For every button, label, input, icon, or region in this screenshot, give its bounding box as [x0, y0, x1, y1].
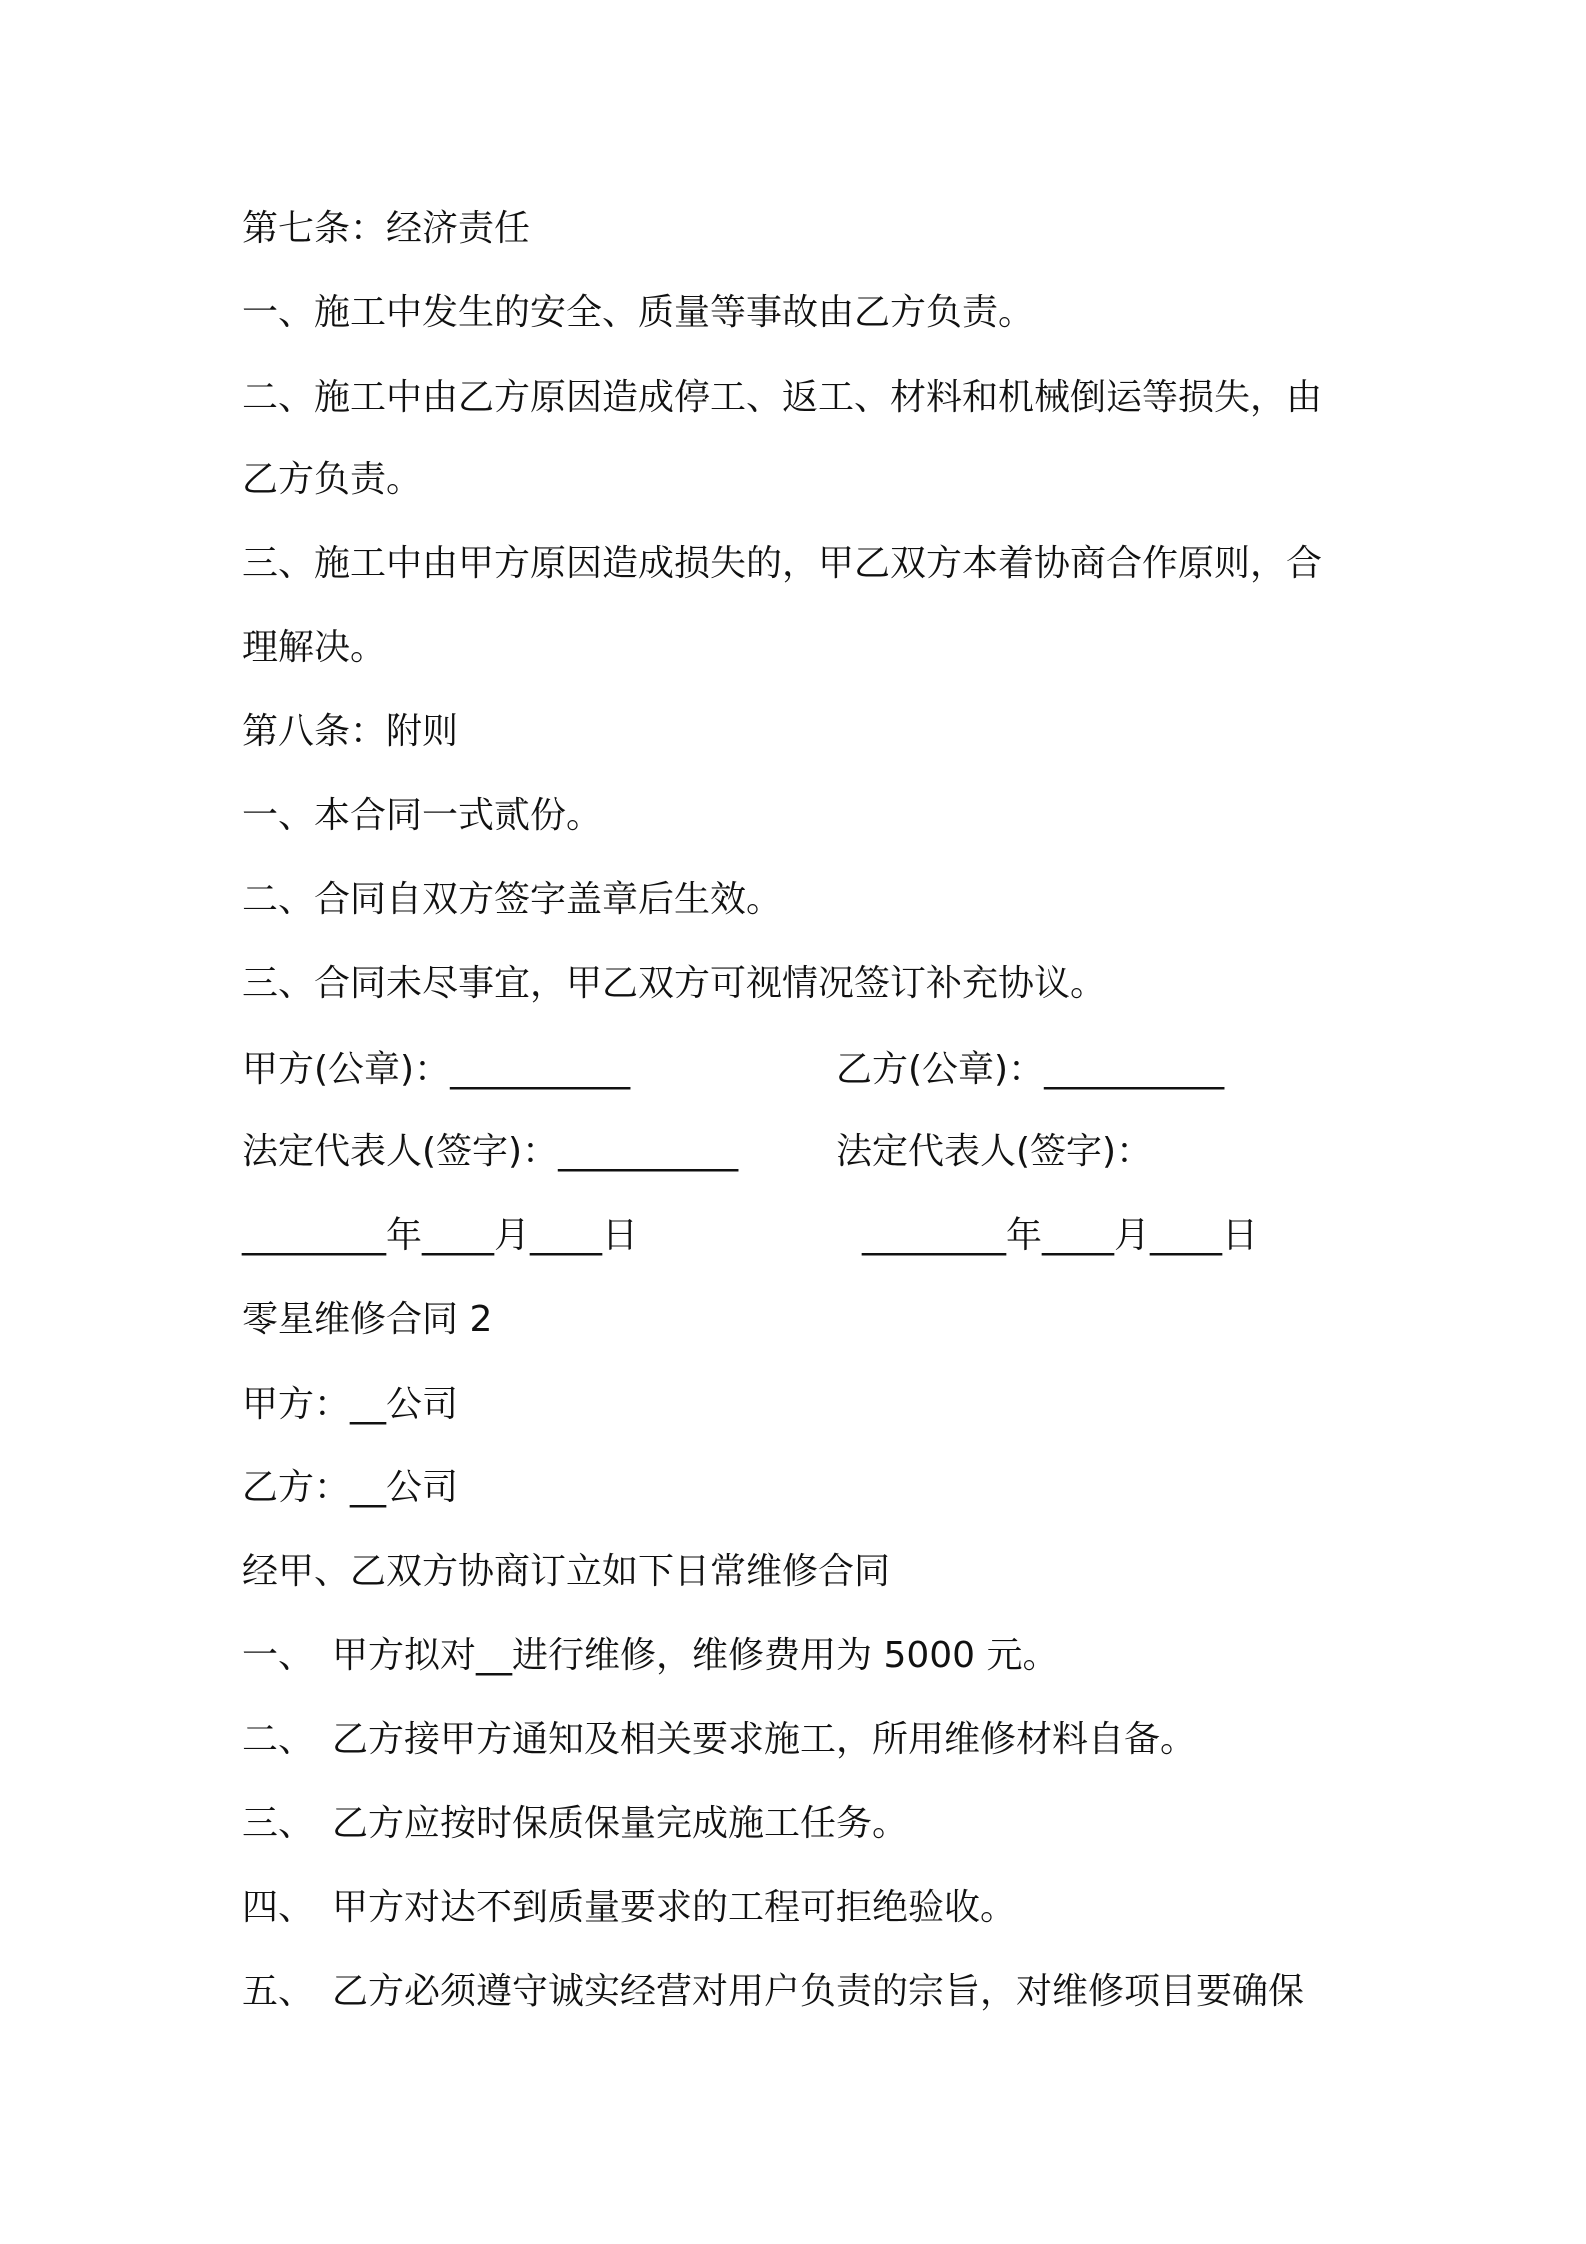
- contract-2-item-2: 二、 乙方接甲方通知及相关要求施工，所用维修材料自备。: [242, 1719, 1197, 1760]
- contract-2-intro: 经甲、乙双方协商订立如下日常维修合同: [242, 1551, 891, 1592]
- contract-2-item-4: 四、 甲方对达不到质量要求的工程可拒绝验收。: [242, 1887, 1017, 1928]
- party-a-date: ________年____月____日: [242, 1215, 638, 1256]
- party-b-date: ________年____月____日: [862, 1215, 1258, 1256]
- contract-2-title: 零星维修合同 2: [242, 1299, 493, 1340]
- article-8-item-1: 一、本合同一式贰份。: [242, 795, 603, 836]
- party-a-representative: 法定代表人(签字)：__________: [242, 1131, 739, 1172]
- contract-2-party-a: 甲方：__公司: [242, 1384, 459, 1425]
- article-7-item-3-cont: 理解决。: [242, 627, 387, 668]
- party-a-seal: 甲方(公章)：__________: [242, 1049, 631, 1090]
- article-7-item-1: 一、施工中发生的安全、质量等事故由乙方负责。: [242, 292, 1035, 333]
- party-b-seal: 乙方(公章)：__________: [836, 1049, 1225, 1090]
- article-8-item-3: 三、合同未尽事宜，甲乙双方可视情况签订补充协议。: [242, 963, 1107, 1004]
- contract-2-party-b: 乙方：__公司: [242, 1467, 459, 1508]
- contract-2-item-1: 一、 甲方拟对__进行维修，维修费用为 5000 元。: [242, 1635, 1059, 1676]
- article-8-item-2: 二、合同自双方签字盖章后生效。: [242, 879, 783, 920]
- article-8-heading: 第八条：附则: [242, 711, 459, 752]
- article-7-heading: 第七条：经济责任: [242, 208, 531, 249]
- article-7-item-2: 二、施工中由乙方原因造成停工、返工、材料和机械倒运等损失，由: [242, 377, 1323, 418]
- party-b-representative: 法定代表人(签字)：: [836, 1131, 1153, 1172]
- contract-2-item-3: 三、 乙方应按时保质保量完成施工任务。: [242, 1803, 909, 1844]
- article-7-item-3: 三、施工中由甲方原因造成损失的，甲乙双方本着协商合作原则，合: [242, 543, 1323, 584]
- article-7-item-2-cont: 乙方负责。: [242, 459, 423, 500]
- contract-2-item-5: 五、 乙方必须遵守诚实经营对用户负责的宗旨，对维修项目要确保: [242, 1971, 1305, 2012]
